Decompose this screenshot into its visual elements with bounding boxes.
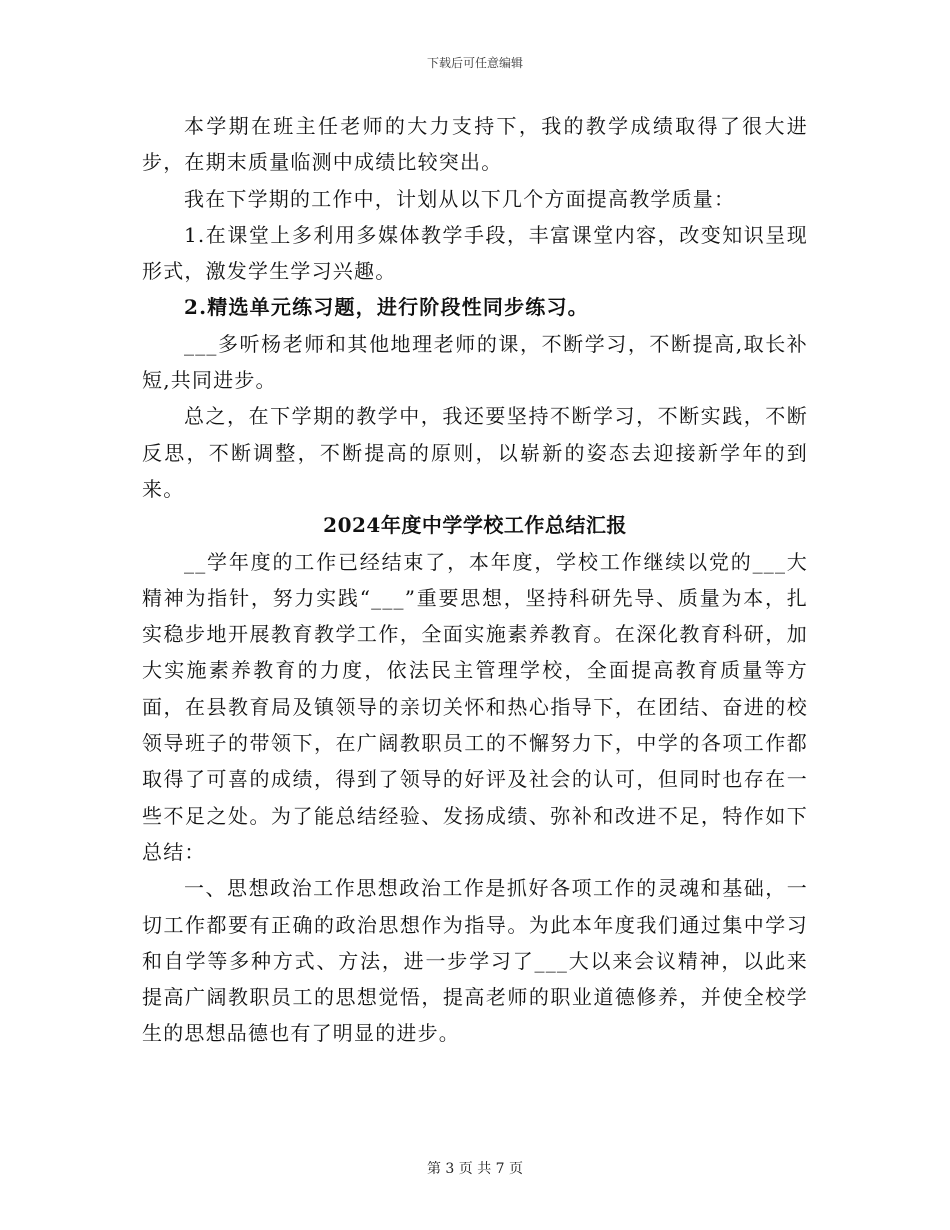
paragraph: 总之，在下学期的教学中，我还要坚持不断学习，不断实践，不断反思，不断调整，不断提高的原则，以崭新的姿态去迎接新学年的到来。 [142,404,808,501]
paragraph: 一、思想政治工作思想政治工作是抓好各项工作的灵魂和基础，一切工作都要有正确的政治思想作为指导。为此本年度我们通过集中学习和自学等多种方式、方法，进一步学习了___大以来会议精神，以此来提高广阔教职员工的思想觉悟，提高老师的职业道德修养，并使全校学生的思想品德也有了明显的进步。 [142,876,808,1046]
paragraph: __学年度的工作已经结束了，本年度，学校工作继续以党的___大精神为指针，努力实践“___”重要思想，坚持科研先导、质量为本，扎实稳步地开展教育教学工作，全面实施素养教育。在深化教育科研，加大实施素养教育的力度，依法民主管理学校，全面提高教育质量等方面，在县教育局及镇领导的亲切关怀和热心指导下，在团结、奋进的校领导班子的带领下，在广阔教职员工的不懈努力下，中学的各项工作都取得了可喜的成绩，得到了领导的好评及社会的认可，但同时也存在一些不足之处。为了能总结经验、发扬成绩、弥补和改进不足，特作如下总结： [142,549,808,864]
paragraph: 本学期在班主任老师的大力支持下，我的教学成绩取得了很大进步，在期末质量临测中成绩比较突出。 [142,114,808,175]
paragraph-bold: 2.精选单元练习题，进行阶段性同步练习。 [184,295,589,320]
page-header-note: 下载后可任意编辑 [426,56,523,70]
section-title: 2024年度中学学校工作总结汇报 [323,513,627,538]
page-number: 第 3 页 共 7 页 [426,1161,524,1177]
paragraph: 1.在课堂上多利用多媒体教学手段，丰富课堂内容，改变知识呈现形式，激发学生学习兴趣。 [142,222,808,284]
paragraph: 我在下学期的工作中，计划从以下几个方面提高教学质量： [184,186,736,211]
paragraph: ___多听杨老师和其他地理老师的课，不断学习，不断提高,取长补短,共同进步。 [142,331,808,393]
document-body [142,108,808,1052]
